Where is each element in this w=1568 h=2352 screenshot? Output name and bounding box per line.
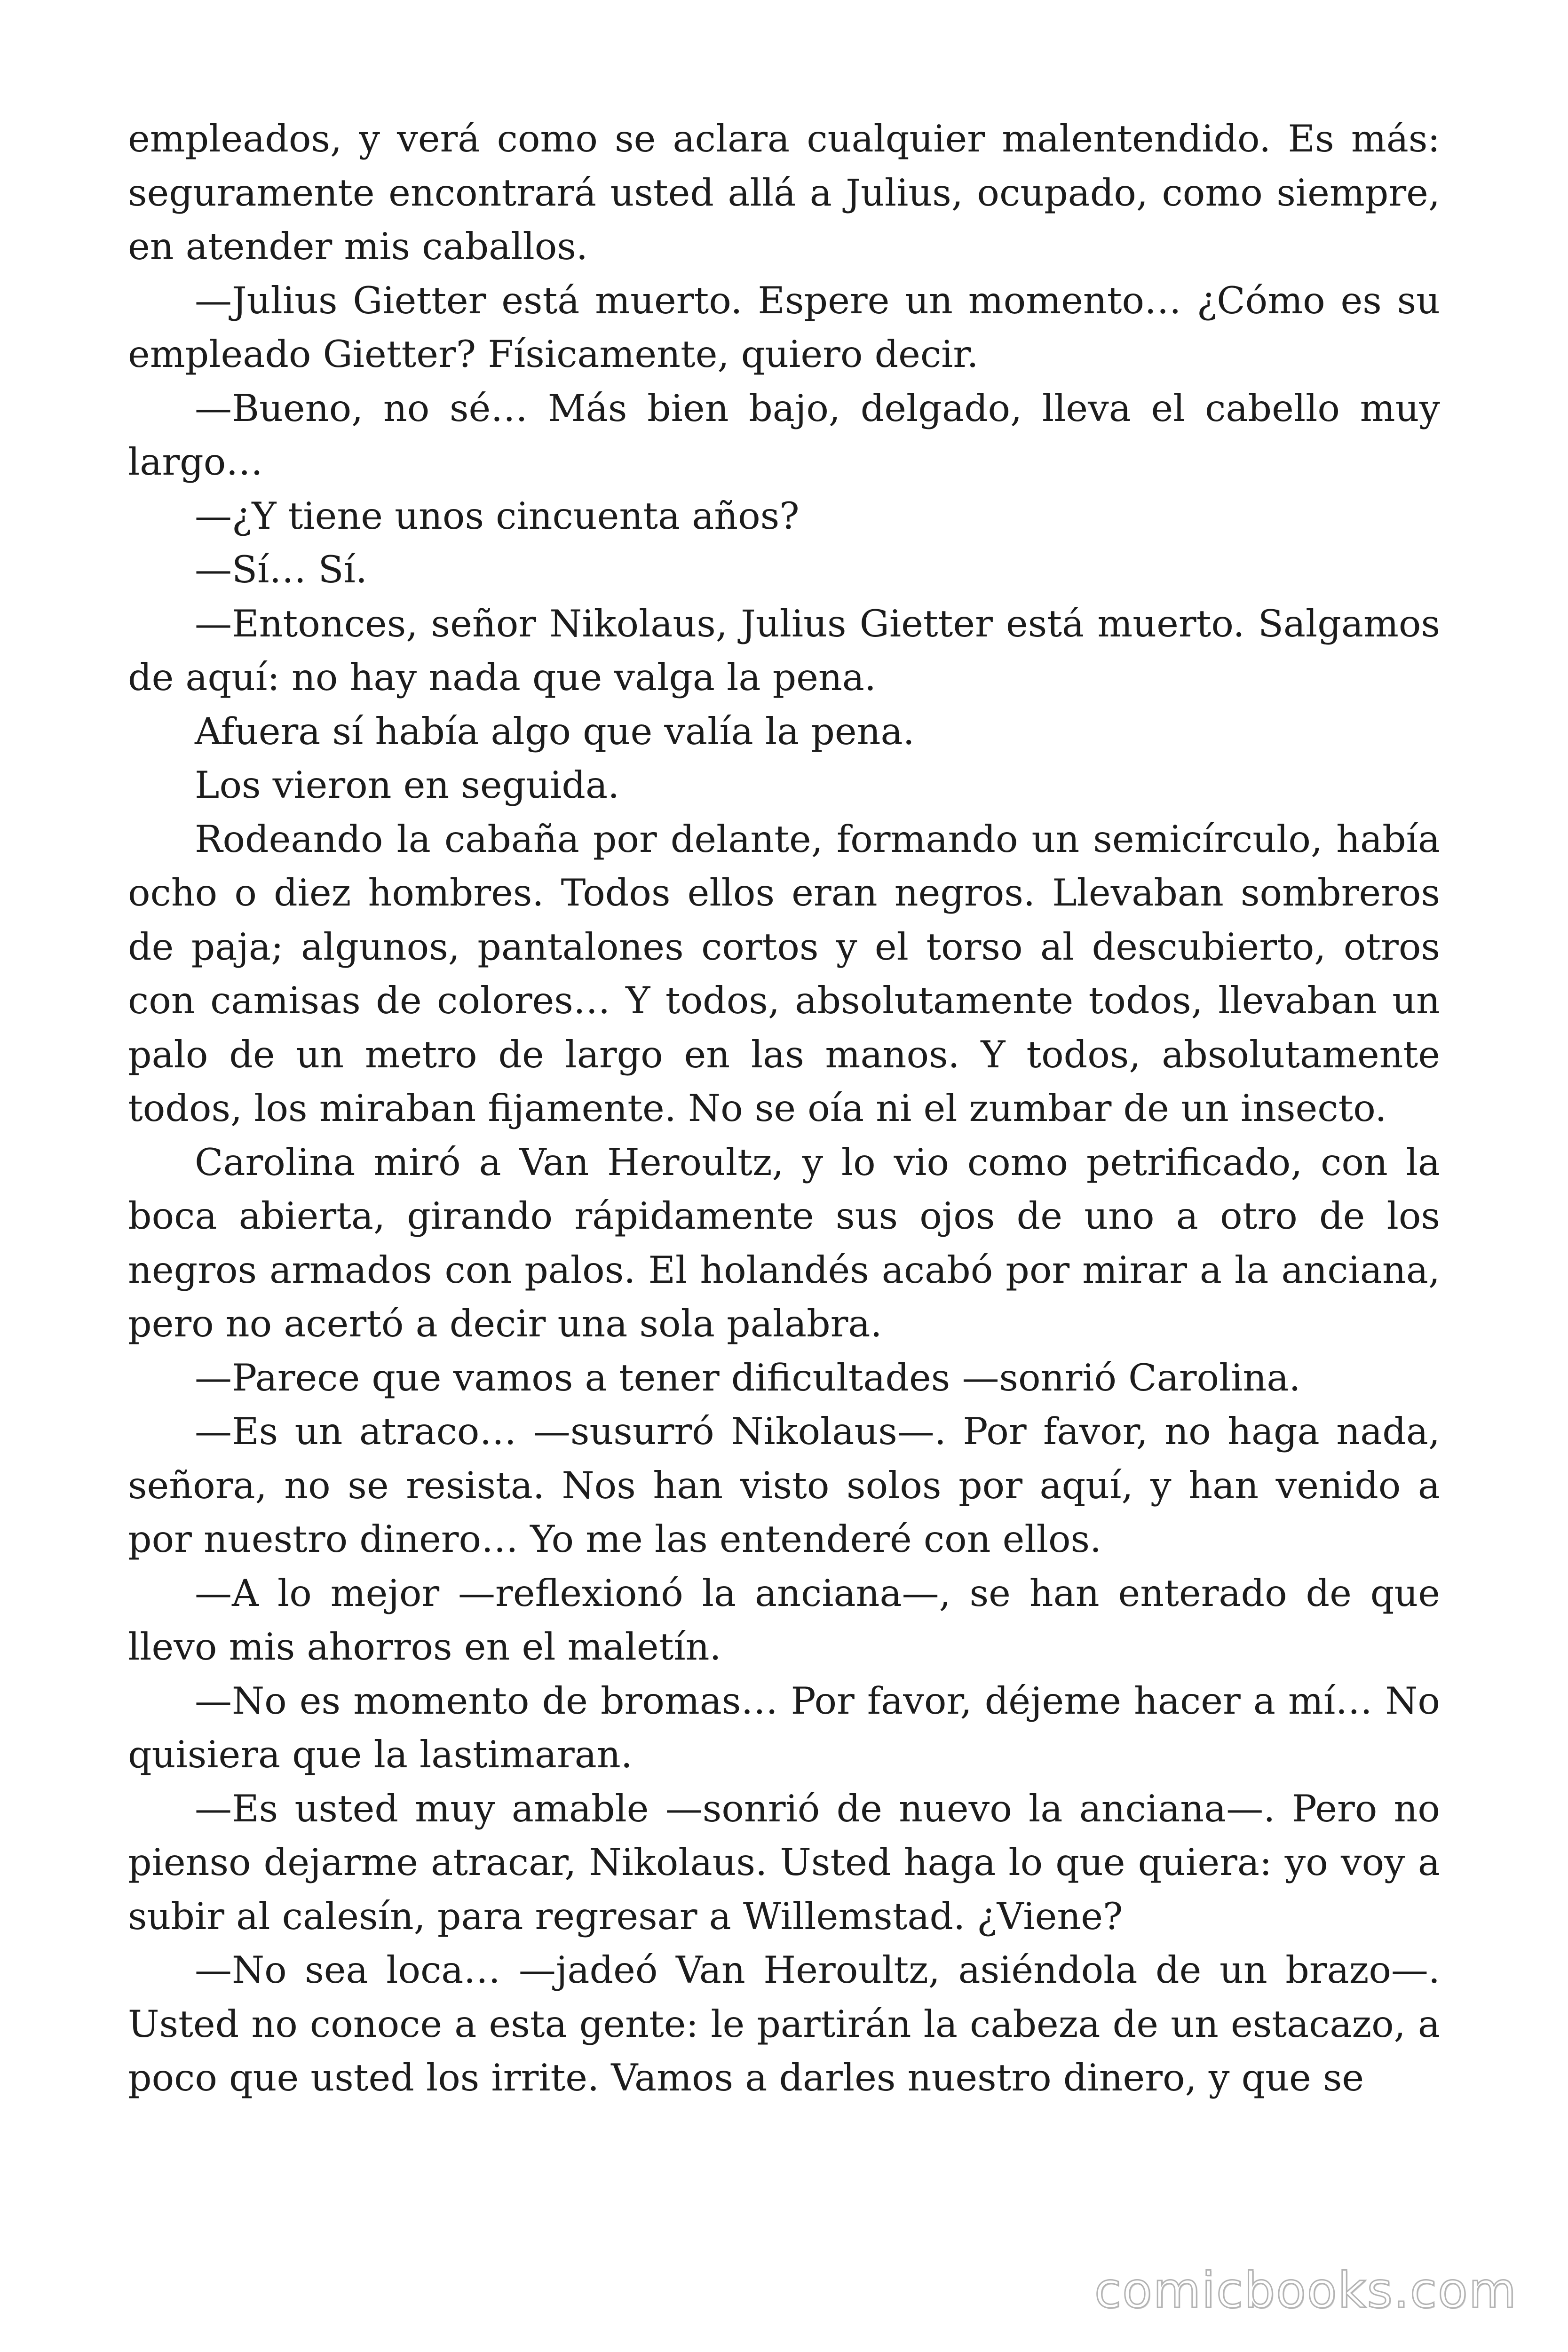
paragraph: —Parece que vamos a tener dificultades —sonrió Carolina. [195,1356,1301,1399]
watermark: comicbooks.com [1094,2262,1517,2319]
paragraph: —No sea loca… —jadeó Van Heroultz, asiéndola de un brazo—. Usted no conoce a esta gente: le partirán la cabeza de un estacazo, a poco que usted los irrite. Vamos a darles nuestro dinero, y que se [128,1948,1440,2099]
paragraph: —Es un atraco… —susurró Nikolaus—. Por favor, no haga nada, señora, no se resista. Nos han visto solos por aquí, y han venido a por nuestro dinero… Yo me las entenderé con ellos. [128,1410,1440,1561]
paragraph: —No es momento de bromas… Por favor, déjeme hacer a mí… No quisiera que la lastimaran. [128,1679,1440,1776]
paragraph: —Entonces, señor Nikolaus, Julius Gietter está muerto. Salgamos de aquí: no hay nada que valga la pena. [128,602,1440,699]
paragraph: —Julius Gietter está muerto. Espere un momento… ¿Cómo es su empleado Gietter? Físicamente, quiero decir. [128,278,1440,376]
paragraph: Carolina miró a Van Heroultz, y lo vio como petrificado, con la boca abierta, girando rápidamente sus ojos de uno a otro de los negros armados con palos. El holandés acabó por mirar a la anciana, pero no acertó a decir una sola palabra. [128,1140,1440,1345]
paragraph: —Bueno, no sé… Más bien bajo, delgado, lleva el cabello muy largo… [128,386,1440,484]
paragraph: —A lo mejor —reflexionó la anciana—, se han enterado de que llevo mis ahorros en el maletín. [128,1571,1440,1669]
paragraph: —Sí… Sí. [195,548,367,591]
body-text [128,112,1440,2105]
paragraph: —¿Y tiene unos cincuenta años? [195,494,800,538]
paragraph: empleados, y verá como se aclara cualquier malentendido. Es más: seguramente encontrará usted allá a Julius, ocupado, como siempre, en atender mis caballos. [128,117,1440,268]
paragraph: Los vieron en seguida. [195,763,620,807]
paragraph: Afuera sí había algo que valía la pena. [195,709,915,753]
paragraph: Rodeando la cabaña por delante, formando un semicírculo, había ocho o diez hombres. Todos ellos eran negros. Llevaban sombreros de paja; algunos, pantalones cortos y el torso al descubierto, otros con camisas de colores… Y todos, absolutamente todos, llevaban un palo de un metro de largo en las manos. Y todos, absolutamente todos, los miraban fijamente. No se oía ni el zumbar de un insecto. [128,817,1440,1130]
paragraph: —Es usted muy amable —sonrió de nuevo la anciana—. Pero no pienso dejarme atracar, Nikolaus. Usted haga lo que quiera: yo voy a subir al calesín, para regresar a Willemstad. ¿Viene? [128,1787,1440,1938]
